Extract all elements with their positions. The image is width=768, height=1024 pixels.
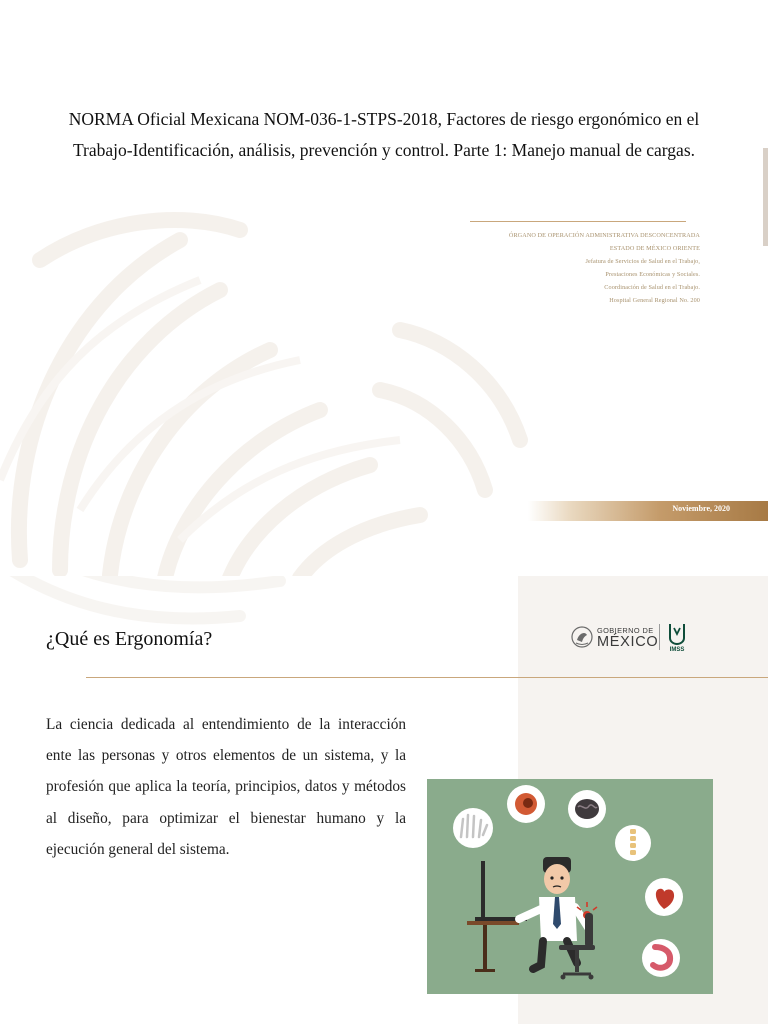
logo-divider [659,624,660,650]
organization-block [360,229,700,307]
brain-bubble-icon [568,790,606,828]
org-line: Coordinación de Salud en el Trabajo. [604,284,700,291]
coat-of-arms-icon [571,624,593,650]
date-banner [528,501,768,521]
divider [86,677,768,678]
date-label: Noviembre, 2020 [672,504,730,513]
imss-label: IMSS [669,647,685,652]
institution-logos [571,622,691,654]
ergonomics-slide [0,576,768,1024]
gov-label-large: MÉXICO [597,634,659,650]
org-line: Hospital General Regional No. 200 [609,297,700,304]
imss-logo-icon [667,622,687,652]
eye-bubble-icon [507,785,545,823]
spine-bubble-icon [615,825,651,861]
org-line: ESTADO DE MÉXICO ORIENTE [609,245,700,252]
divider [470,221,686,222]
gov-label-small: GOBIERNO DE [597,626,654,635]
page-title: NORMA Oficial Mexicana NOM-036-1-STPS-2018, Factores de riesgo ergonómico en el Trabajo-Identificación, análisis, prevención y control. Parte 1: Manejo manual de cargas. [68,109,700,160]
side-accent-bar [763,148,768,246]
hand-bubble-icon [453,808,493,848]
section-heading: ¿Qué es Ergonomía? [46,628,213,650]
org-line: Jefatura de Servicios de Salud en el Trabajo, [585,258,700,265]
ergonomics-illustration [427,779,713,994]
org-line: ÓRGANO DE OPERACIÓN ADMINISTRATIVA DESCONCENTRADA [508,232,700,239]
stomach-bubble-icon [642,939,680,977]
org-line: Prestaciones Económicas y Sociales. [605,271,700,278]
definition-text: La ciencia dedicada al entendimiento de la interacción ente las personas y otros elementos de un sistema, y la profesión que aplica la teoría, principios, datos y métodos al diseño, para optimizar el bienestar humano y la ejecución general del sistema. [46,716,406,858]
heart-bubble-icon [645,878,683,916]
